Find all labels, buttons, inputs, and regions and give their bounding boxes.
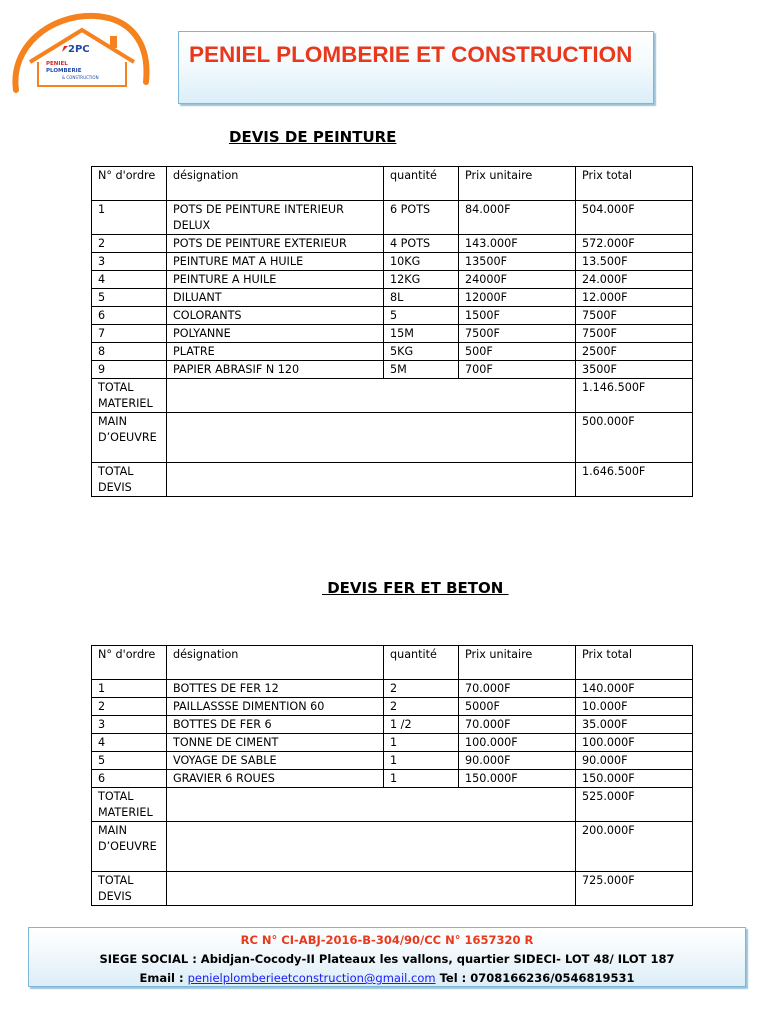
column-header: quantité	[384, 646, 459, 680]
main-oeuvre-value: 500.000F	[576, 413, 693, 463]
contact-line	[29, 969, 745, 988]
cell-order: 4	[92, 271, 167, 289]
company-header	[178, 31, 654, 104]
devis-peinture-table	[91, 166, 693, 497]
cell-quantity: 1	[384, 752, 459, 770]
devis-peinture-title: DEVIS DE PEINTURE	[229, 128, 397, 146]
empty-cell	[167, 872, 576, 906]
logo-line3: & CONSTRUCTION	[62, 75, 99, 80]
cell-designation: PLATRE	[167, 343, 384, 361]
cell-quantity: 4 POTS	[384, 235, 459, 253]
cell-quantity: 12KG	[384, 271, 459, 289]
main-oeuvre-row	[92, 822, 693, 872]
logo-graphic	[10, 12, 152, 98]
table-row	[92, 325, 693, 343]
cell-designation: BOTTES DE FER 12	[167, 680, 384, 698]
cell-designation: GRAVIER 6 ROUES	[167, 770, 384, 788]
empty-cell	[167, 822, 576, 872]
cell-unit-price: 12000F	[459, 289, 576, 307]
cell-designation: PAILLASSSE DIMENTION 60	[167, 698, 384, 716]
cell-unit-price: 13500F	[459, 253, 576, 271]
cell-quantity: 10KG	[384, 253, 459, 271]
table-row	[92, 734, 693, 752]
main-oeuvre-label: MAIN D’OEUVRE	[92, 413, 167, 463]
cell-order: 6	[92, 307, 167, 325]
cell-order: 3	[92, 253, 167, 271]
cell-unit-price: 150.000F	[459, 770, 576, 788]
cell-total-price: 10.000F	[576, 698, 693, 716]
logo-line1: PENIEL	[46, 61, 68, 67]
cell-quantity: 15M	[384, 325, 459, 343]
cell-designation: PAPIER ABRASIF N 120	[167, 361, 384, 379]
cell-unit-price: 100.000F	[459, 734, 576, 752]
table-row	[92, 307, 693, 325]
cell-designation: COLORANTS	[167, 307, 384, 325]
cell-total-price: 504.000F	[576, 201, 693, 235]
total-materiel-label: TOTAL MATERIEL	[92, 788, 167, 822]
total-devis-label: TOTAL DEVIS	[92, 872, 167, 906]
cell-order: 6	[92, 770, 167, 788]
cell-total-price: 7500F	[576, 307, 693, 325]
cell-unit-price: 24000F	[459, 271, 576, 289]
main-oeuvre-row	[92, 413, 693, 463]
cell-designation: TONNE DE CIMENT	[167, 734, 384, 752]
empty-cell	[167, 413, 576, 463]
empty-cell	[167, 379, 576, 413]
total-materiel-row	[92, 788, 693, 822]
cell-designation: DILUANT	[167, 289, 384, 307]
cell-quantity: 1	[384, 770, 459, 788]
cell-designation: VOYAGE DE SABLE	[167, 752, 384, 770]
cell-designation: POLYANNE	[167, 325, 384, 343]
total-devis-label: TOTAL DEVIS	[92, 463, 167, 497]
table-row	[92, 752, 693, 770]
table-row	[92, 680, 693, 698]
empty-cell	[167, 788, 576, 822]
cell-quantity: 1	[384, 734, 459, 752]
column-header: N° d'ordre	[92, 646, 167, 680]
cell-unit-price: 700F	[459, 361, 576, 379]
column-header: Prix unitaire	[459, 646, 576, 680]
cell-order: 2	[92, 698, 167, 716]
email-link[interactable]: penielplomberieetconstruction@gmail.com	[187, 971, 436, 985]
cell-quantity: 6 POTS	[384, 201, 459, 235]
cell-unit-price: 1500F	[459, 307, 576, 325]
rc-number: RC N° CI-ABJ-2016-B-304/90/CC N° 1657320 R	[240, 933, 534, 947]
cell-total-price: 100.000F	[576, 734, 693, 752]
cell-designation: PEINTURE MAT A HUILE	[167, 253, 384, 271]
cell-order: 5	[92, 289, 167, 307]
total-materiel-label: TOTAL MATERIEL	[92, 379, 167, 413]
total-materiel-row	[92, 379, 693, 413]
total-materiel-value: 1.146.500F	[576, 379, 693, 413]
phone-numbers: Tel : 0708166236/0546819531	[435, 971, 635, 985]
cell-designation: POTS DE PEINTURE EXTERIEUR	[167, 235, 384, 253]
cell-designation: PEINTURE A HUILE	[167, 271, 384, 289]
cell-designation: POTS DE PEINTURE INTERIEUR DELUX	[167, 201, 384, 235]
cell-order: 7	[92, 325, 167, 343]
cell-quantity: 5KG	[384, 343, 459, 361]
cell-total-price: 150.000F	[576, 770, 693, 788]
cell-unit-price: 5000F	[459, 698, 576, 716]
table-row	[92, 716, 693, 734]
total-devis-value: 725.000F	[576, 872, 693, 906]
main-oeuvre-label: MAIN D’OEUVRE	[92, 822, 167, 872]
cell-unit-price: 70.000F	[459, 716, 576, 734]
total-devis-value: 1.646.500F	[576, 463, 693, 497]
company-name: PENIEL PLOMBERIE ET CONSTRUCTION	[189, 42, 633, 67]
cell-total-price: 90.000F	[576, 752, 693, 770]
empty-cell	[167, 463, 576, 497]
table-row	[92, 361, 693, 379]
company-logo	[10, 12, 152, 98]
cell-quantity: 8L	[384, 289, 459, 307]
cell-order: 4	[92, 734, 167, 752]
table-row	[92, 271, 693, 289]
cell-order: 9	[92, 361, 167, 379]
cell-unit-price: 143.000F	[459, 235, 576, 253]
table-row	[92, 343, 693, 361]
devis-fer-title: DEVIS FER ET BETON	[322, 579, 509, 597]
cell-unit-price: 70.000F	[459, 680, 576, 698]
column-header: désignation	[167, 167, 384, 201]
logo-text: 2PC	[68, 44, 90, 55]
cell-unit-price: 90.000F	[459, 752, 576, 770]
cell-order: 8	[92, 343, 167, 361]
total-devis-row	[92, 872, 693, 906]
cell-quantity: 5M	[384, 361, 459, 379]
column-header: N° d'ordre	[92, 167, 167, 201]
cell-order: 1	[92, 680, 167, 698]
column-header: Prix total	[576, 167, 693, 201]
cell-total-price: 7500F	[576, 325, 693, 343]
cell-total-price: 572.000F	[576, 235, 693, 253]
cell-total-price: 140.000F	[576, 680, 693, 698]
table-row	[92, 201, 693, 235]
cell-order: 3	[92, 716, 167, 734]
table-row	[92, 770, 693, 788]
cell-quantity: 5	[384, 307, 459, 325]
main-oeuvre-value: 200.000F	[576, 822, 693, 872]
column-header: Prix total	[576, 646, 693, 680]
cell-quantity: 2	[384, 680, 459, 698]
cell-total-price: 2500F	[576, 343, 693, 361]
cell-unit-price: 84.000F	[459, 201, 576, 235]
cell-quantity: 1 /2	[384, 716, 459, 734]
logo-line2: PLOMBERIE	[46, 68, 82, 74]
column-header: quantité	[384, 167, 459, 201]
table-row	[92, 289, 693, 307]
cell-total-price: 12.000F	[576, 289, 693, 307]
cell-order: 5	[92, 752, 167, 770]
column-header: Prix unitaire	[459, 167, 576, 201]
siege-social: SIEGE SOCIAL : Abidjan-Cocody-II Plateaux les vallons, quartier SIDECI- LOT 48/ ILOT 187	[99, 952, 675, 966]
cell-unit-price: 500F	[459, 343, 576, 361]
table-header-row	[92, 646, 693, 680]
email-label: Email :	[139, 971, 188, 985]
cell-order: 1	[92, 201, 167, 235]
company-footer	[28, 927, 746, 987]
cell-total-price: 24.000F	[576, 271, 693, 289]
cell-quantity: 2	[384, 698, 459, 716]
table-row	[92, 698, 693, 716]
column-header: désignation	[167, 646, 384, 680]
table-header-row	[92, 167, 693, 201]
cell-total-price: 3500F	[576, 361, 693, 379]
cell-designation: BOTTES DE FER 6	[167, 716, 384, 734]
table-row	[92, 235, 693, 253]
cell-total-price: 35.000F	[576, 716, 693, 734]
total-devis-row	[92, 463, 693, 497]
total-materiel-value: 525.000F	[576, 788, 693, 822]
cell-total-price: 13.500F	[576, 253, 693, 271]
devis-fer-table	[91, 645, 693, 906]
cell-order: 2	[92, 235, 167, 253]
table-row	[92, 253, 693, 271]
cell-unit-price: 7500F	[459, 325, 576, 343]
